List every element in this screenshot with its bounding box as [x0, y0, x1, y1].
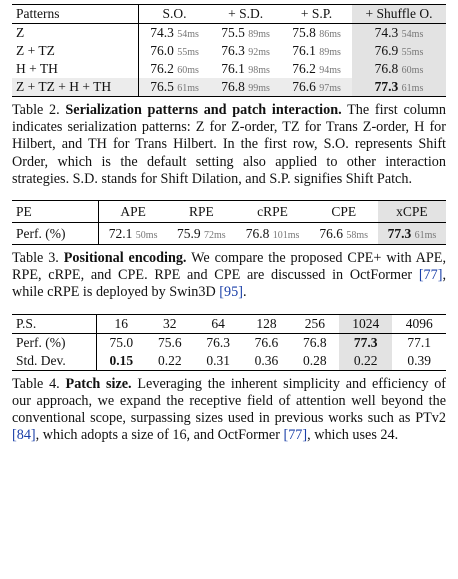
- cell: 0.15: [109, 352, 134, 368]
- cell: 0.36: [254, 352, 279, 368]
- cell: 75.6: [157, 334, 182, 350]
- cell: 0.39: [407, 352, 432, 368]
- header-cell: 32: [163, 315, 177, 331]
- cell: 76.3: [206, 334, 230, 350]
- cell: 76.6: [254, 334, 279, 350]
- header-cell: cRPE: [257, 203, 288, 219]
- cell: 76.1 89ms: [292, 43, 341, 58]
- row-label: Z: [12, 24, 139, 43]
- table-row: [12, 333, 446, 352]
- header-cell: + Shuffle O.: [352, 5, 446, 24]
- cell: 76.6 58ms: [319, 225, 369, 241]
- header-cell: P.S.: [12, 314, 97, 333]
- table-positional-encoding: [12, 200, 446, 245]
- header-cell: Patterns: [12, 5, 139, 24]
- citation-link[interactable]: [77]: [418, 267, 443, 284]
- cell: 0.31: [206, 352, 230, 368]
- header-cell: 1024: [339, 314, 393, 333]
- citation-link[interactable]: [77]: [283, 427, 308, 444]
- header-cell: + S.P.: [300, 6, 333, 21]
- cell: 76.8 60ms: [352, 60, 446, 78]
- table-patch-size: [12, 314, 446, 371]
- cell: 74.3 54ms: [150, 25, 199, 40]
- cell: 74.3 54ms: [352, 24, 446, 43]
- table-3-caption: Table 3. Positional encoding. We compare the proposed CPE+ with APE, RPE, cRPE, and CPE. RPE and CPE are discussed in OctFormer [77], while cRPE is deployed by Swin3D [95].: [12, 250, 447, 301]
- header-cell: PE: [12, 201, 99, 223]
- cell: 75.9 72ms: [177, 225, 226, 241]
- header-cell: RPE: [188, 203, 214, 219]
- header-cell: + S.D.: [228, 6, 264, 21]
- cell: 0.22: [339, 352, 393, 371]
- cell: 76.6 97ms: [292, 79, 341, 94]
- cell: 76.8 99ms: [221, 79, 270, 94]
- row-label: Std. Dev.: [12, 352, 97, 371]
- cell: 75.0: [109, 334, 134, 350]
- citation-link[interactable]: [84]: [12, 427, 36, 444]
- header-cell: 64: [211, 315, 225, 331]
- row-label: Z + TZ + H + TH: [12, 78, 139, 97]
- cell: 76.0 55ms: [150, 43, 199, 58]
- cell: 76.5 61ms: [150, 79, 199, 94]
- cell: 76.8 101ms: [245, 225, 300, 241]
- cell: 77.3 61ms: [352, 78, 446, 97]
- header-cell: CPE: [331, 203, 357, 219]
- table-4-caption: Table 4. Patch size. Leveraging the inherent simplicity and efficiency of our approach, we expand the receptive field of attention well beyond the conventional scope, surpassing sizes used in previous works such as PTv2 [84], which adopts a size of 16, and OctFormer [77], which uses 24.: [12, 375, 447, 444]
- header-cell: 4096: [405, 315, 433, 331]
- header-cell: 16: [114, 315, 129, 331]
- header-cell: xCPE: [378, 201, 446, 223]
- header-cell: S.O.: [162, 6, 187, 21]
- table-row: [12, 78, 446, 97]
- paper-page: [12, 4, 446, 444]
- table-row: [12, 352, 446, 371]
- cell: 77.1: [407, 334, 432, 350]
- table-row: [12, 60, 446, 78]
- cell: 76.2 94ms: [292, 61, 341, 76]
- table-row: [12, 223, 446, 245]
- cell: 76.1 98ms: [221, 61, 270, 76]
- cell: 77.3 61ms: [378, 223, 446, 245]
- header-cell: 128: [256, 315, 277, 331]
- cell: 0.22: [157, 352, 182, 368]
- cell: 76.9 55ms: [352, 42, 446, 60]
- cell: 75.8 86ms: [292, 25, 341, 40]
- table-2-caption: Table 2. Serialization patterns and patch interaction. The first column indicates serialization patterns: Z for Z-order, TZ for Trans Z-order, H for Hilbert, and TH for Trans Hilbert. In the first row, S.O. represents Shift Order, which is the default setting also applied to other interaction strategies. S.D. stands for Shift Dilation, and S.P. signifies Shift Patch.: [12, 102, 447, 187]
- header-cell: APE: [120, 203, 146, 219]
- citation-link[interactable]: [95]: [219, 284, 243, 301]
- table-row: [12, 24, 446, 43]
- cell: 75.5 89ms: [221, 25, 270, 40]
- table-serialization: [12, 4, 446, 97]
- cell: 0.28: [303, 352, 327, 368]
- row-label: H + TH: [12, 60, 139, 78]
- header-cell: 256: [304, 315, 325, 331]
- cell: 76.8: [303, 334, 327, 350]
- row-label: Perf. (%): [12, 333, 97, 352]
- table-row: [12, 42, 446, 60]
- row-label: Z + TZ: [12, 42, 139, 60]
- cell: 76.3 92ms: [221, 43, 270, 58]
- row-label: Perf. (%): [12, 223, 99, 245]
- cell: 77.3: [339, 333, 393, 352]
- cell: 76.2 60ms: [150, 61, 199, 76]
- cell: 72.1 50ms: [108, 225, 158, 241]
